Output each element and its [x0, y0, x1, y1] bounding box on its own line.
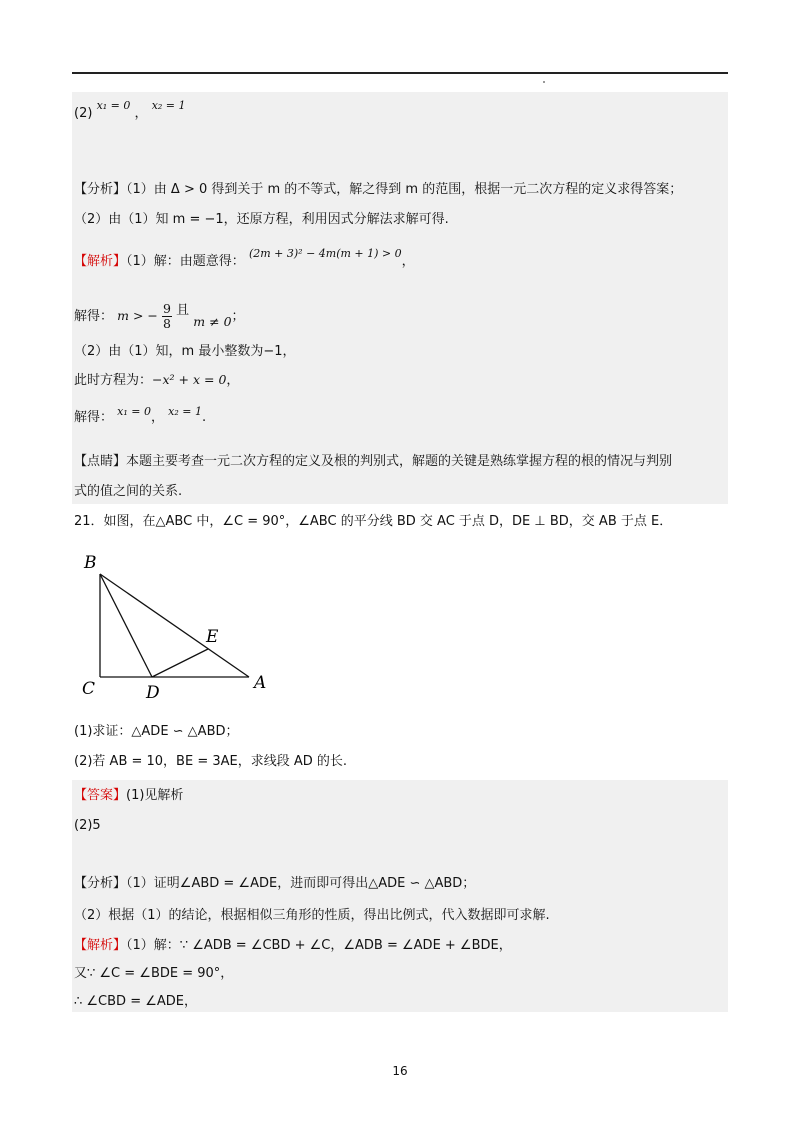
punct: . [201, 410, 207, 425]
question-21-stem [74, 512, 672, 532]
root-x2: x₂ = 1 [168, 405, 202, 418]
fraction-den: 8 [163, 316, 171, 331]
equation: −x² + x = 0 [152, 372, 227, 387]
answer-x2: x₂ = 1 [151, 99, 186, 112]
comment-text: 本题主要考查一元二次方程的定义及根的判别式，解题的关键是熟练掌握方程的根的情况与判别 [126, 454, 673, 469]
solution-1-line1 [74, 247, 415, 272]
range-math-b: m ≠ 0 [193, 314, 232, 329]
solution-2-line2 [74, 964, 233, 984]
fraction [162, 302, 172, 331]
comment-line1 [74, 452, 672, 472]
question-21-part2 [74, 752, 347, 772]
analysis-1-line1 [74, 180, 682, 200]
question-text: 21．如图，在△ABC 中，∠C = 90°，∠ABC 的平分线 BD 交 AC 于点 D，DE ⊥ BD，交 AB 于点 E． [74, 514, 673, 529]
label-e: E [206, 627, 219, 647]
solution-text: 又∵ ∠C = ∠BDE = 90°， [74, 966, 234, 981]
analysis-2-line2 [74, 906, 550, 926]
solution-text: （2）由（1）知，m 最小整数为−1， [74, 344, 296, 359]
inequality: (2m + 3)² − 4m(m + 1) > 0 [248, 247, 402, 260]
analysis-text: （1）由 Δ > 0 得到关于 m 的不等式，解之得到 m 的范围，根据一元二次方程的定义求得答案； [126, 182, 683, 197]
solution-text: 此时方程为： [74, 373, 153, 388]
answer-x1: x₁ = 0 [96, 99, 131, 112]
comment-tag: 【点睛】 [74, 454, 127, 469]
solution-1-line3 [74, 342, 296, 362]
answer-text: (2)5 [74, 818, 101, 833]
answer-21-line1 [74, 786, 183, 806]
analysis-tag: 【分析】 [74, 876, 127, 891]
solution-text: ∴ ∠CBD = ∠ADE， [74, 994, 197, 1009]
analysis-tag: 【分析】 [74, 182, 127, 197]
side-ab [100, 574, 249, 677]
comment-line2 [74, 482, 182, 502]
label-c: C [82, 679, 96, 699]
analysis-1-line2 [74, 210, 449, 230]
answer-tag: 【答案】 [74, 788, 127, 803]
triangle-figure [76, 548, 276, 708]
and-word: 且 [176, 303, 190, 318]
root-x1: x₁ = 0 [117, 405, 151, 418]
punct: ， [226, 373, 240, 388]
fraction-num: 9 [163, 301, 171, 316]
question-21-part1 [74, 722, 239, 742]
solution-text: 解得： [74, 309, 114, 324]
punct: ； [231, 309, 245, 324]
solution-text: （1）解：∵ ∠ADB = ∠CBD + ∠C，∠ADB = ∠ADE + ∠BDE， [126, 938, 512, 953]
label-a: A [254, 673, 267, 693]
analysis-text: （1）证明∠ABD = ∠ADE，进而即可得出△ADE ∽ △ABD； [126, 876, 476, 891]
answer-21-line2 [74, 816, 101, 836]
answer-text: (1)见解析 [126, 788, 184, 803]
question-text: (2)若 AB = 10，BE = 3AE，求线段 AD 的长. [74, 754, 348, 769]
label-d: D [146, 683, 160, 703]
solution-tag: 【解析】 [74, 254, 127, 269]
solution-1-line4 [74, 370, 239, 391]
solution-1-line5 [74, 405, 207, 428]
label-b: B [84, 553, 97, 573]
analysis-text: （2）由（1）知 m = −1，还原方程，利用因式分解法求解可得. [74, 212, 449, 227]
analysis-text: （2）根据（1）的结论，根据相似三角形的性质，得出比例式，代入数据即可求解. [74, 908, 550, 923]
punct: ， [401, 254, 415, 269]
answer-sep: ， [134, 106, 148, 121]
page-number: 16 [392, 1064, 408, 1078]
analysis-2-line1 [74, 874, 475, 894]
solution-1-line2 [74, 302, 245, 331]
segment-de [152, 649, 208, 677]
question-text: (1)求证：△ADE ∽ △ABD； [74, 724, 239, 739]
solution-text: （1）解：由题意得： [126, 254, 245, 269]
punct: ， [150, 410, 164, 425]
answer-part2-prefix: (2) [74, 106, 93, 121]
comment-text: 式的值之间的关系. [74, 484, 183, 499]
header-rule [72, 72, 728, 74]
answer-part2 [74, 99, 186, 124]
solution-2-line1 [74, 936, 512, 956]
solution-2-line3 [74, 992, 197, 1012]
solution-text: 解得： [74, 410, 114, 425]
segment-bd [100, 574, 152, 677]
header-mark [543, 81, 545, 83]
solution-tag: 【解析】 [74, 938, 127, 953]
answer-block-1 [72, 92, 728, 504]
range-math: m > − [117, 308, 158, 323]
